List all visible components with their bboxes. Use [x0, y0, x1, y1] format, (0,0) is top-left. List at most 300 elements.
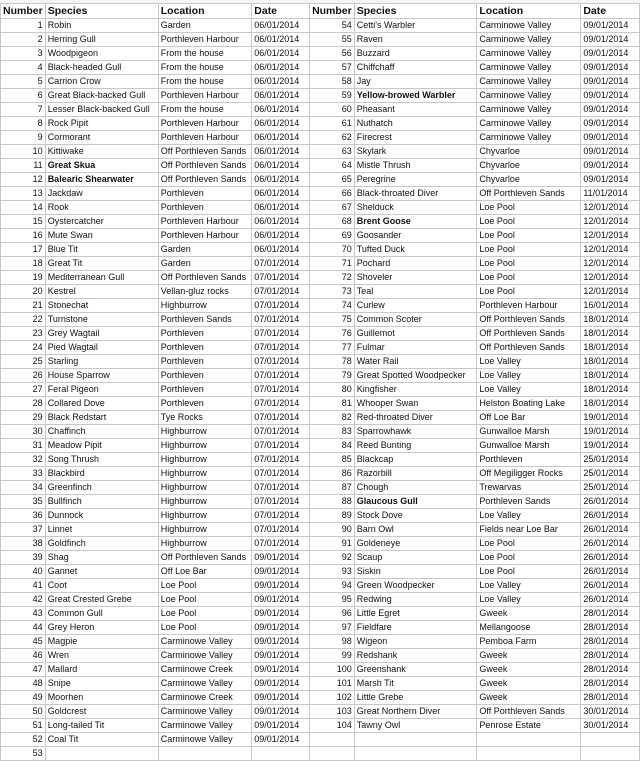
cell-date[interactable]: 07/01/2014 [252, 271, 310, 285]
cell-location-right[interactable]: Loe Valley [477, 383, 581, 397]
cell-number[interactable]: 51 [1, 719, 46, 733]
cell-date[interactable]: 07/01/2014 [252, 397, 310, 411]
cell-number-right[interactable]: 99 [310, 649, 355, 663]
cell-date[interactable]: 06/01/2014 [252, 131, 310, 145]
cell-number-right[interactable]: 89 [310, 509, 355, 523]
cell-number-right[interactable] [310, 733, 355, 747]
cell-date[interactable]: 06/01/2014 [252, 201, 310, 215]
cell-species[interactable]: Pied Wagtail [45, 341, 158, 355]
cell-date-right[interactable]: 12/01/2014 [581, 271, 640, 285]
cell-number[interactable]: 48 [1, 677, 46, 691]
cell-date-right[interactable]: 18/01/2014 [581, 397, 640, 411]
cell-species[interactable]: Great Tit [45, 257, 158, 271]
cell-number-right[interactable]: 82 [310, 411, 355, 425]
cell-number[interactable]: 33 [1, 467, 46, 481]
cell-location[interactable]: Carminowe Valley [158, 719, 252, 733]
cell-species[interactable]: Blackbird [45, 467, 158, 481]
cell-number[interactable]: 53 [1, 747, 46, 761]
cell-species[interactable]: Wren [45, 649, 158, 663]
cell-species-right[interactable]: Peregrine [354, 173, 477, 187]
cell-location-right[interactable]: Chyvarloe [477, 145, 581, 159]
cell-location[interactable]: Porthleven Harbour [158, 229, 252, 243]
cell-species[interactable]: Bullfinch [45, 495, 158, 509]
cell-number[interactable]: 43 [1, 607, 46, 621]
cell-number[interactable]: 26 [1, 369, 46, 383]
cell-species-right[interactable]: Water Rail [354, 355, 477, 369]
cell-species-right[interactable]: Pochard [354, 257, 477, 271]
cell-number-right[interactable]: 102 [310, 691, 355, 705]
cell-date[interactable]: 07/01/2014 [252, 341, 310, 355]
cell-species[interactable]: Turnstone [45, 313, 158, 327]
cell-species-right[interactable]: Raven [354, 33, 477, 47]
cell-number[interactable]: 22 [1, 313, 46, 327]
cell-number[interactable]: 2 [1, 33, 46, 47]
cell-location-right[interactable]: Loe Valley [477, 593, 581, 607]
cell-location-right[interactable]: Off Megiligger Rocks [477, 467, 581, 481]
cell-species[interactable]: Kittiwake [45, 145, 158, 159]
cell-species[interactable]: Linnet [45, 523, 158, 537]
header-number-right[interactable]: Number [310, 4, 355, 19]
cell-location[interactable]: From the house [158, 75, 252, 89]
cell-date-right[interactable]: 25/01/2014 [581, 481, 640, 495]
cell-date[interactable]: 09/01/2014 [252, 607, 310, 621]
cell-location[interactable]: Porthleven [158, 201, 252, 215]
cell-location-right[interactable]: Loe Pool [477, 537, 581, 551]
cell-date-right[interactable]: 09/01/2014 [581, 145, 640, 159]
cell-location[interactable]: Garden [158, 19, 252, 33]
cell-species-right[interactable]: Chiffchaff [354, 61, 477, 75]
cell-date-right[interactable]: 18/01/2014 [581, 327, 640, 341]
cell-species-right[interactable]: Guillemot [354, 327, 477, 341]
cell-date[interactable]: 06/01/2014 [252, 173, 310, 187]
cell-date-right[interactable]: 12/01/2014 [581, 285, 640, 299]
cell-species-right[interactable]: Redwing [354, 593, 477, 607]
cell-location[interactable]: Porthleven [158, 341, 252, 355]
cell-species-right[interactable]: Fulmar [354, 341, 477, 355]
cell-date[interactable]: 06/01/2014 [252, 145, 310, 159]
cell-species-right[interactable]: Stock Dove [354, 509, 477, 523]
cell-number-right[interactable]: 66 [310, 187, 355, 201]
cell-number[interactable]: 34 [1, 481, 46, 495]
cell-species[interactable]: Great Crested Grebe [45, 593, 158, 607]
cell-species[interactable]: Grey Heron [45, 621, 158, 635]
cell-number[interactable]: 39 [1, 551, 46, 565]
cell-number-right[interactable]: 97 [310, 621, 355, 635]
cell-date-right[interactable]: 26/01/2014 [581, 523, 640, 537]
header-species[interactable]: Species [45, 4, 158, 19]
cell-species[interactable]: Common Gull [45, 607, 158, 621]
cell-number-right[interactable]: 70 [310, 243, 355, 257]
cell-number-right[interactable]: 60 [310, 103, 355, 117]
cell-date[interactable]: 09/01/2014 [252, 579, 310, 593]
cell-date[interactable]: 07/01/2014 [252, 523, 310, 537]
cell-location-right[interactable]: Loe Pool [477, 285, 581, 299]
cell-date-right[interactable]: 28/01/2014 [581, 691, 640, 705]
cell-location-right[interactable]: Off Loe Bar [477, 411, 581, 425]
cell-number[interactable]: 19 [1, 271, 46, 285]
cell-location[interactable]: Carminowe Valley [158, 677, 252, 691]
cell-number-right[interactable]: 72 [310, 271, 355, 285]
cell-date[interactable]: 09/01/2014 [252, 733, 310, 747]
cell-number[interactable]: 14 [1, 201, 46, 215]
cell-species[interactable]: Starling [45, 355, 158, 369]
cell-species-right[interactable]: Goldeneye [354, 537, 477, 551]
header-location-right[interactable]: Location [477, 4, 581, 19]
cell-location-right[interactable]: Carminowe Valley [477, 103, 581, 117]
cell-location[interactable]: Porthleven [158, 397, 252, 411]
cell-location[interactable]: Off Porthleven Sands [158, 145, 252, 159]
cell-date[interactable]: 07/01/2014 [252, 509, 310, 523]
cell-species[interactable]: Balearic Shearwater [45, 173, 158, 187]
cell-location-right[interactable]: Off Porthleven Sands [477, 341, 581, 355]
cell-number-right[interactable]: 80 [310, 383, 355, 397]
cell-date[interactable]: 09/01/2014 [252, 551, 310, 565]
cell-species-right[interactable]: Barn Owl [354, 523, 477, 537]
cell-location-right[interactable]: Carminowe Valley [477, 33, 581, 47]
cell-location[interactable]: Highburrow [158, 453, 252, 467]
cell-species-right[interactable]: Black-throated Diver [354, 187, 477, 201]
cell-species-right[interactable]: Kingfisher [354, 383, 477, 397]
cell-location-right[interactable]: Loe Pool [477, 565, 581, 579]
cell-number-right[interactable]: 86 [310, 467, 355, 481]
cell-number-right[interactable]: 58 [310, 75, 355, 89]
cell-location[interactable]: Vellan-gluz rocks [158, 285, 252, 299]
cell-date-right[interactable]: 09/01/2014 [581, 19, 640, 33]
cell-species-right[interactable]: Great Spotted Woodpecker [354, 369, 477, 383]
cell-date-right[interactable]: 26/01/2014 [581, 565, 640, 579]
cell-species[interactable]: Greenfinch [45, 481, 158, 495]
cell-date-right[interactable]: 09/01/2014 [581, 173, 640, 187]
cell-number-right[interactable] [310, 747, 355, 761]
cell-location[interactable]: From the house [158, 47, 252, 61]
header-number[interactable]: Number [1, 4, 46, 19]
cell-date[interactable]: 06/01/2014 [252, 117, 310, 131]
cell-number-right[interactable]: 78 [310, 355, 355, 369]
cell-date[interactable]: 07/01/2014 [252, 299, 310, 313]
cell-number[interactable]: 40 [1, 565, 46, 579]
cell-date-right[interactable]: 18/01/2014 [581, 355, 640, 369]
cell-date-right[interactable]: 09/01/2014 [581, 47, 640, 61]
cell-species-right[interactable]: Razorbill [354, 467, 477, 481]
cell-number[interactable]: 50 [1, 705, 46, 719]
cell-species-right[interactable]: Brent Goose [354, 215, 477, 229]
cell-number-right[interactable]: 98 [310, 635, 355, 649]
cell-date[interactable]: 07/01/2014 [252, 425, 310, 439]
cell-number-right[interactable]: 73 [310, 285, 355, 299]
cell-date-right[interactable] [581, 733, 640, 747]
cell-location[interactable]: Highburrow [158, 495, 252, 509]
cell-number[interactable]: 10 [1, 145, 46, 159]
cell-species-right[interactable]: Firecrest [354, 131, 477, 145]
cell-species[interactable]: Grey Wagtail [45, 327, 158, 341]
cell-location[interactable]: From the house [158, 103, 252, 117]
cell-date[interactable]: 06/01/2014 [252, 243, 310, 257]
cell-date-right[interactable]: 16/01/2014 [581, 299, 640, 313]
cell-species[interactable]: Carrion Crow [45, 75, 158, 89]
cell-number-right[interactable]: 95 [310, 593, 355, 607]
cell-number[interactable]: 52 [1, 733, 46, 747]
cell-number[interactable]: 7 [1, 103, 46, 117]
cell-number[interactable]: 16 [1, 229, 46, 243]
cell-date[interactable]: 06/01/2014 [252, 159, 310, 173]
cell-number-right[interactable]: 84 [310, 439, 355, 453]
cell-species-right[interactable]: Curlew [354, 299, 477, 313]
cell-location-right[interactable]: Carminowe Valley [477, 19, 581, 33]
cell-location[interactable]: Tye Rocks [158, 411, 252, 425]
cell-number-right[interactable]: 67 [310, 201, 355, 215]
cell-species[interactable]: Lesser Black-backed Gull [45, 103, 158, 117]
cell-date-right[interactable]: 26/01/2014 [581, 537, 640, 551]
cell-number-right[interactable]: 83 [310, 425, 355, 439]
cell-date-right[interactable]: 28/01/2014 [581, 663, 640, 677]
cell-date-right[interactable]: 12/01/2014 [581, 257, 640, 271]
cell-date[interactable]: 06/01/2014 [252, 75, 310, 89]
cell-date-right[interactable]: 12/01/2014 [581, 243, 640, 257]
cell-date[interactable]: 09/01/2014 [252, 691, 310, 705]
cell-date[interactable]: 09/01/2014 [252, 663, 310, 677]
cell-number-right[interactable]: 64 [310, 159, 355, 173]
cell-number-right[interactable]: 71 [310, 257, 355, 271]
cell-location[interactable]: Garden [158, 257, 252, 271]
cell-number-right[interactable]: 75 [310, 313, 355, 327]
cell-date[interactable]: 09/01/2014 [252, 649, 310, 663]
cell-location-right[interactable]: Gweek [477, 691, 581, 705]
cell-location[interactable]: Loe Pool [158, 607, 252, 621]
cell-date-right[interactable]: 28/01/2014 [581, 607, 640, 621]
cell-species-right[interactable] [354, 747, 477, 761]
cell-number-right[interactable]: 57 [310, 61, 355, 75]
cell-species-right[interactable]: Nuthatch [354, 117, 477, 131]
cell-species-right[interactable]: Common Scoter [354, 313, 477, 327]
cell-number-right[interactable]: 100 [310, 663, 355, 677]
cell-date-right[interactable]: 09/01/2014 [581, 75, 640, 89]
cell-date[interactable]: 06/01/2014 [252, 89, 310, 103]
cell-location-right[interactable]: Pemboa Farm [477, 635, 581, 649]
cell-species-right[interactable]: Glaucous Gull [354, 495, 477, 509]
cell-number[interactable]: 18 [1, 257, 46, 271]
cell-date[interactable]: 07/01/2014 [252, 481, 310, 495]
cell-location[interactable]: Porthleven Sands [158, 313, 252, 327]
cell-species[interactable]: Great Skua [45, 159, 158, 173]
cell-location[interactable]: From the house [158, 61, 252, 75]
cell-location-right[interactable]: Loe Pool [477, 215, 581, 229]
cell-location[interactable]: Highburrow [158, 481, 252, 495]
cell-species-right[interactable]: Pheasant [354, 103, 477, 117]
cell-location[interactable]: Highburrow [158, 523, 252, 537]
cell-date-right[interactable]: 09/01/2014 [581, 159, 640, 173]
cell-date-right[interactable]: 30/01/2014 [581, 719, 640, 733]
cell-number-right[interactable]: 62 [310, 131, 355, 145]
cell-species[interactable]: Black Redstart [45, 411, 158, 425]
cell-number[interactable]: 17 [1, 243, 46, 257]
cell-number-right[interactable]: 91 [310, 537, 355, 551]
cell-location[interactable]: Porthleven [158, 327, 252, 341]
cell-species[interactable]: Chaffinch [45, 425, 158, 439]
cell-species-right[interactable]: Goosander [354, 229, 477, 243]
cell-date-right[interactable]: 28/01/2014 [581, 649, 640, 663]
cell-location[interactable]: Porthleven Harbour [158, 131, 252, 145]
cell-species[interactable]: Long-tailed Tit [45, 719, 158, 733]
cell-location-right[interactable]: Trewarvas [477, 481, 581, 495]
cell-number-right[interactable]: 54 [310, 19, 355, 33]
cell-date[interactable]: 07/01/2014 [252, 313, 310, 327]
cell-number[interactable]: 15 [1, 215, 46, 229]
cell-date-right[interactable]: 19/01/2014 [581, 425, 640, 439]
cell-number[interactable]: 49 [1, 691, 46, 705]
cell-date[interactable]: 07/01/2014 [252, 453, 310, 467]
cell-date[interactable]: 07/01/2014 [252, 383, 310, 397]
cell-species[interactable]: Goldfinch [45, 537, 158, 551]
cell-number[interactable]: 13 [1, 187, 46, 201]
cell-number-right[interactable]: 87 [310, 481, 355, 495]
cell-date[interactable]: 06/01/2014 [252, 47, 310, 61]
cell-location-right[interactable]: Gunwalloe Marsh [477, 439, 581, 453]
cell-species-right[interactable]: Whooper Swan [354, 397, 477, 411]
cell-location-right[interactable]: Gweek [477, 607, 581, 621]
cell-date-right[interactable]: 18/01/2014 [581, 383, 640, 397]
header-species-right[interactable]: Species [354, 4, 477, 19]
cell-number[interactable]: 28 [1, 397, 46, 411]
cell-location[interactable]: Carminowe Valley [158, 705, 252, 719]
cell-species-right[interactable]: Sparrowhawk [354, 425, 477, 439]
cell-species-right[interactable]: Wigeon [354, 635, 477, 649]
cell-location-right[interactable]: Gweek [477, 677, 581, 691]
cell-date[interactable]: 09/01/2014 [252, 635, 310, 649]
cell-number-right[interactable]: 55 [310, 33, 355, 47]
cell-number[interactable]: 11 [1, 159, 46, 173]
cell-number[interactable]: 30 [1, 425, 46, 439]
cell-number-right[interactable]: 101 [310, 677, 355, 691]
cell-number-right[interactable]: 81 [310, 397, 355, 411]
cell-species-right[interactable]: Yellow-browed Warbler [354, 89, 477, 103]
cell-date[interactable]: 09/01/2014 [252, 621, 310, 635]
cell-number-right[interactable]: 68 [310, 215, 355, 229]
cell-date-right[interactable]: 12/01/2014 [581, 215, 640, 229]
cell-location[interactable]: Carminowe Valley [158, 649, 252, 663]
cell-location[interactable]: Porthleven [158, 355, 252, 369]
cell-species-right[interactable]: Reed Bunting [354, 439, 477, 453]
cell-location[interactable]: Porthleven [158, 187, 252, 201]
header-location[interactable]: Location [158, 4, 252, 19]
cell-location-right[interactable]: Carminowe Valley [477, 131, 581, 145]
cell-location-right[interactable]: Loe Valley [477, 355, 581, 369]
cell-date[interactable]: 09/01/2014 [252, 719, 310, 733]
cell-species[interactable]: Black-headed Gull [45, 61, 158, 75]
cell-species[interactable]: Goldcrest [45, 705, 158, 719]
cell-location-right[interactable]: Loe Pool [477, 229, 581, 243]
cell-location-right[interactable]: Loe Valley [477, 369, 581, 383]
cell-species-right[interactable]: Siskin [354, 565, 477, 579]
cell-location[interactable]: Porthleven Harbour [158, 33, 252, 47]
cell-species[interactable]: Snipe [45, 677, 158, 691]
cell-number-right[interactable]: 96 [310, 607, 355, 621]
cell-location[interactable]: Off Porthleven Sands [158, 271, 252, 285]
cell-date-right[interactable]: 12/01/2014 [581, 201, 640, 215]
cell-location-right[interactable]: Off Porthleven Sands [477, 327, 581, 341]
cell-number-right[interactable]: 74 [310, 299, 355, 313]
cell-date[interactable]: 07/01/2014 [252, 285, 310, 299]
cell-date-right[interactable]: 26/01/2014 [581, 551, 640, 565]
cell-species[interactable]: Herring Gull [45, 33, 158, 47]
cell-number[interactable]: 42 [1, 593, 46, 607]
cell-number[interactable]: 32 [1, 453, 46, 467]
cell-species[interactable]: Robin [45, 19, 158, 33]
cell-number-right[interactable]: 104 [310, 719, 355, 733]
cell-number[interactable]: 35 [1, 495, 46, 509]
cell-date[interactable]: 07/01/2014 [252, 257, 310, 271]
cell-location[interactable]: Highburrow [158, 439, 252, 453]
cell-number[interactable]: 4 [1, 61, 46, 75]
cell-species-right[interactable]: Shoveler [354, 271, 477, 285]
cell-date-right[interactable]: 25/01/2014 [581, 467, 640, 481]
cell-date[interactable]: 06/01/2014 [252, 61, 310, 75]
cell-location[interactable]: Off Porthleven Sands [158, 173, 252, 187]
cell-species-right[interactable]: Skylark [354, 145, 477, 159]
cell-number[interactable]: 44 [1, 621, 46, 635]
cell-species-right[interactable]: Buzzard [354, 47, 477, 61]
cell-date[interactable]: 06/01/2014 [252, 187, 310, 201]
cell-species[interactable]: Great Black-backed Gull [45, 89, 158, 103]
cell-location-right[interactable]: Porthleven Harbour [477, 299, 581, 313]
cell-species[interactable]: House Sparrow [45, 369, 158, 383]
cell-species[interactable]: Oystercatcher [45, 215, 158, 229]
cell-species[interactable]: Moorhen [45, 691, 158, 705]
cell-date[interactable]: 07/01/2014 [252, 411, 310, 425]
cell-location-right[interactable]: Carminowe Valley [477, 75, 581, 89]
cell-species[interactable]: Meadow Pipit [45, 439, 158, 453]
cell-location[interactable]: Off Loe Bar [158, 565, 252, 579]
cell-species[interactable]: Mediterranean Gull [45, 271, 158, 285]
cell-date-right[interactable]: 18/01/2014 [581, 341, 640, 355]
cell-date[interactable]: 07/01/2014 [252, 369, 310, 383]
header-date-right[interactable]: Date [581, 4, 640, 19]
cell-number[interactable]: 1 [1, 19, 46, 33]
cell-location[interactable]: Carminowe Creek [158, 663, 252, 677]
cell-location-right[interactable]: Loe Pool [477, 551, 581, 565]
cell-species-right[interactable]: Scaup [354, 551, 477, 565]
cell-number[interactable]: 3 [1, 47, 46, 61]
cell-location-right[interactable]: Loe Pool [477, 257, 581, 271]
cell-date-right[interactable]: 28/01/2014 [581, 621, 640, 635]
cell-location-right[interactable]: Chyvarloe [477, 159, 581, 173]
header-date[interactable]: Date [252, 4, 310, 19]
cell-location-right[interactable]: Fields near Loe Bar [477, 523, 581, 537]
cell-location-right[interactable]: Off Porthleven Sands [477, 313, 581, 327]
cell-species[interactable]: Collared Dove [45, 397, 158, 411]
cell-species[interactable]: Gannet [45, 565, 158, 579]
cell-species[interactable]: Stonechat [45, 299, 158, 313]
cell-location-right[interactable] [477, 733, 581, 747]
cell-location-right[interactable]: Off Porthleven Sands [477, 705, 581, 719]
cell-date-right[interactable]: 18/01/2014 [581, 313, 640, 327]
cell-location[interactable]: Loe Pool [158, 621, 252, 635]
cell-date-right[interactable]: 26/01/2014 [581, 593, 640, 607]
cell-date-right[interactable]: 19/01/2014 [581, 411, 640, 425]
cell-location[interactable]: Highburrow [158, 425, 252, 439]
cell-location-right[interactable]: Chyvarloe [477, 173, 581, 187]
cell-species-right[interactable] [354, 733, 477, 747]
cell-location-right[interactable]: Helston Boating Lake [477, 397, 581, 411]
cell-date[interactable]: 07/01/2014 [252, 537, 310, 551]
cell-species[interactable]: Mallard [45, 663, 158, 677]
cell-location[interactable]: Porthleven Harbour [158, 117, 252, 131]
cell-species-right[interactable]: Little Egret [354, 607, 477, 621]
cell-location[interactable]: Loe Pool [158, 579, 252, 593]
cell-number[interactable]: 12 [1, 173, 46, 187]
cell-number[interactable]: 38 [1, 537, 46, 551]
cell-location[interactable] [158, 747, 252, 761]
cell-date[interactable]: 09/01/2014 [252, 565, 310, 579]
